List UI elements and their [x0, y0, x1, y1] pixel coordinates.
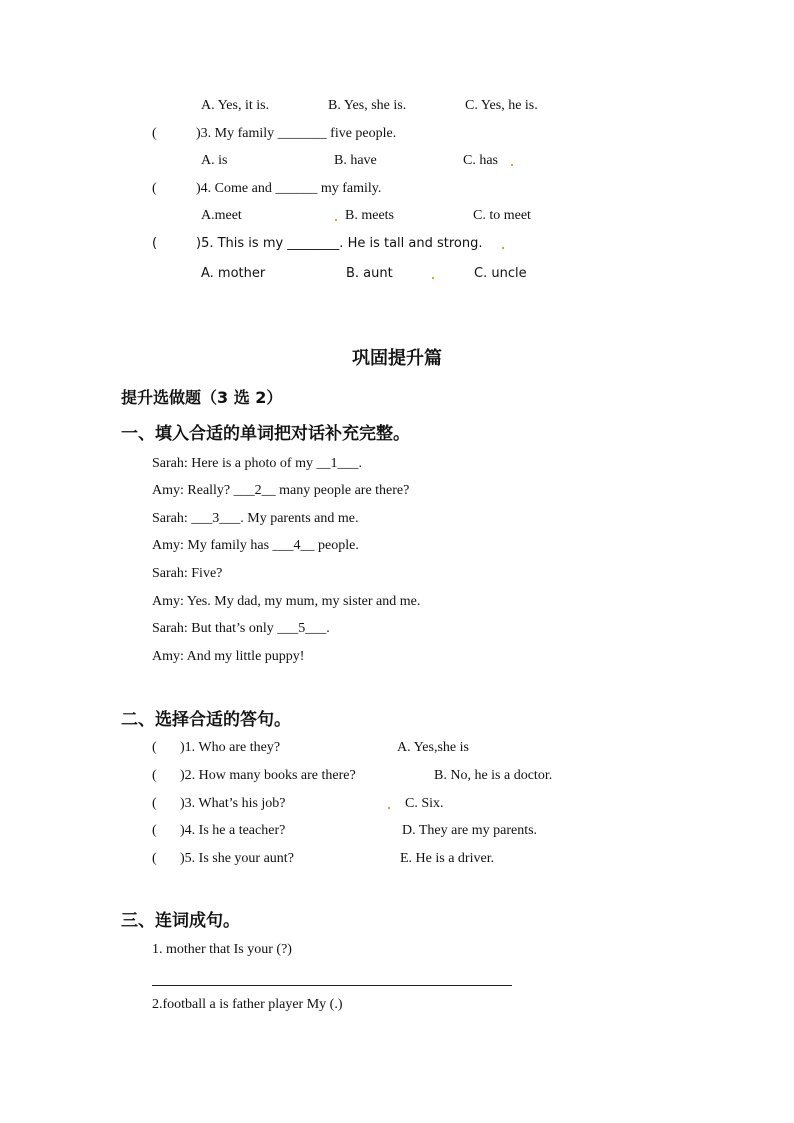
dialogue-line: Sarah: Five?	[152, 566, 223, 581]
q4-option-c: C. to meet	[473, 208, 531, 223]
q5-option-a: A. mother	[201, 266, 266, 281]
dialogue-line: Amy: My family has ___4__ people.	[152, 538, 359, 553]
sec1-heading: 一、填入合适的单词把对话补充完整。	[121, 424, 410, 444]
match-question: )5. Is she your aunt?	[180, 851, 294, 866]
dialogue-line: Amy: Yes. My dad, my mum, my sister and me.	[152, 594, 421, 609]
match-answer: C. Six.	[405, 796, 444, 811]
q5-stem: )5. This is my ________. He is tall and strong.	[196, 236, 483, 251]
stray-mark	[511, 164, 513, 166]
match-paren: (	[152, 796, 157, 811]
sec3-heading: 三、连词成句。	[121, 911, 240, 931]
dialogue-line: Amy: And my little puppy!	[152, 649, 305, 664]
match-question: )1. Who are they?	[180, 740, 281, 755]
q5-option-c: C. uncle	[474, 266, 527, 281]
q3-option-a: A. is	[201, 153, 228, 168]
q3-option-b: B. have	[334, 153, 377, 168]
dialogue-line: Sarah: But that’s only ___5___.	[152, 621, 330, 636]
match-paren: (	[152, 768, 157, 783]
dialogue-line: Sarah: Here is a photo of my __1___.	[152, 456, 362, 471]
stray-mark	[432, 277, 434, 279]
match-question: )3. What’s his job?	[180, 796, 286, 811]
reorder-item-1: 1. mother that Is your (?)	[152, 942, 292, 957]
q2-option-a: A. Yes, it is.	[201, 98, 270, 113]
reorder-item-2: 2.football a is father player My (.)	[152, 997, 343, 1012]
q4-paren: (	[152, 181, 157, 196]
q4-stem: )4. Come and ______ my family.	[196, 181, 382, 196]
match-answer: B. No, he is a doctor.	[434, 768, 553, 783]
match-question: )4. Is he a teacher?	[180, 823, 286, 838]
q4-option-b: B. meets	[345, 208, 394, 223]
dialogue-line: Amy: Really? ___2__ many people are there?	[152, 483, 410, 498]
stray-mark	[335, 219, 337, 221]
dialogue-line: Sarah: ___3___. My parents and me.	[152, 511, 359, 526]
answer-line	[152, 985, 512, 986]
q3-option-c: C. has	[463, 153, 498, 168]
stray-mark	[502, 247, 504, 249]
match-answer: E. He is a driver.	[400, 851, 495, 866]
match-answer: D. They are my parents.	[402, 823, 538, 838]
match-answer: A. Yes,she is	[397, 740, 469, 755]
match-paren: (	[152, 740, 157, 755]
sec2-heading: 二、选择合适的答句。	[121, 710, 291, 730]
subtitle: 提升选做题（3 选 2）	[121, 388, 283, 407]
match-paren: (	[152, 823, 157, 838]
section-title: 巩固提升篇	[352, 348, 442, 369]
q2-option-c: C. Yes, he is.	[465, 98, 538, 113]
q4-option-a: A.meet	[201, 208, 242, 223]
q5-option-b: B. aunt	[346, 266, 393, 281]
match-question: )2. How many books are there?	[180, 768, 356, 783]
match-paren: (	[152, 851, 157, 866]
q5-paren: (	[152, 236, 158, 251]
q3-stem: )3. My family _______ five people.	[196, 126, 397, 141]
q3-paren: (	[152, 126, 157, 141]
stray-mark	[388, 807, 390, 809]
q2-option-b: B. Yes, she is.	[328, 98, 407, 113]
